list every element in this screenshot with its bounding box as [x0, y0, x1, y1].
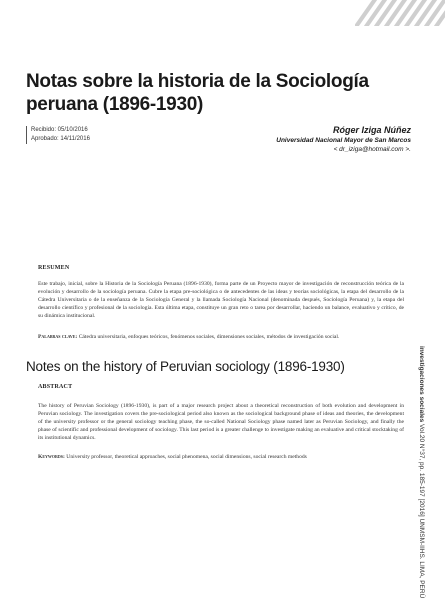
journal-sidebar	[418, 346, 425, 598]
keywords-es: Cátedra universitaria, enfoques teóricos, fenómenos sociales, dimensiones sociales, métodos de investigación social.	[78, 334, 340, 340]
keywords-en: University professor, theoretical approaches, social phenomena, social dimensions, social research methods	[66, 454, 307, 460]
abstract-heading: ABSTRACT	[38, 384, 73, 390]
resumen-text: Este trabajo, inicial, sobre la Historia de la Sociología Peruana (1896-1930), forma parte de un Proyecto mayor de investigación de reconstrucción teórica de la evolución y desarrollo de la sociología peruana. Cubre la etapa pre-sociológica o de antecedentes de las ideas y teorías sociológicas, la etapa del desarrollo de la Cátedra Universitaria o de la enseñanza de la Sociología General y la llamada Sociología Nacional (denominada después, Sociología Peruana) y, la etapa del desarrollo científico y profesional de la sociología. Esta última etapa, constituye un gran reto o tarea por desarrollar, haciendo un balance, evaluativo y crítico, de su dinámica institucional.	[38, 281, 404, 319]
author-affiliation: Universidad Nacional Mayor de San Marcos	[276, 137, 411, 144]
submission-dates	[26, 126, 90, 144]
abstract-text: The history of Peruvian Sociology (1896-1930), is part of a major research project about a theoretical reconstruction of both evolution and development in Peruvian sociology. The investigation covers the pre-sociological period also known as the sociological background phase of ideas and theories, the development of the university professor or the general sociology teaching phase, the so-called National Sociology phase named later as Peruvian Sociology, and finally the phase of scientific and professional development of sociology. This last period is a greater challenge to investigate making an evaluative and critical stocktaking of its institutional dynamics.	[38, 403, 404, 441]
author-email: < dr_iziga@hotmail.com >.	[333, 146, 411, 153]
corner-decoration	[355, 0, 445, 26]
resumen-keywords	[38, 333, 408, 341]
english-title: Notes on the history of Peruvian sociology (1896-1930)	[26, 359, 345, 374]
abstract-keywords	[38, 453, 408, 461]
received-date: Recibido: 05/10/2016	[31, 127, 88, 133]
author-name: Róger Iziga Núñez	[332, 125, 411, 135]
keywords-label-es: Palabras clave:	[38, 334, 78, 340]
journal-citation: Vol.20 N°37, pp. 185-197 [2016] UNMSM-IIHS. LIMA, PERÚ	[418, 424, 425, 598]
author-block	[276, 124, 411, 154]
approved-date: Aprobado: 14/11/2016	[31, 136, 90, 142]
journal-name: investigaciones sociales	[418, 346, 425, 423]
keywords-label-en: Keywords:	[38, 454, 65, 460]
article-title: Notas sobre la historia de la Sociología peruana (1896-1930)	[26, 71, 369, 115]
resumen-heading: RESUMEN	[38, 265, 70, 271]
